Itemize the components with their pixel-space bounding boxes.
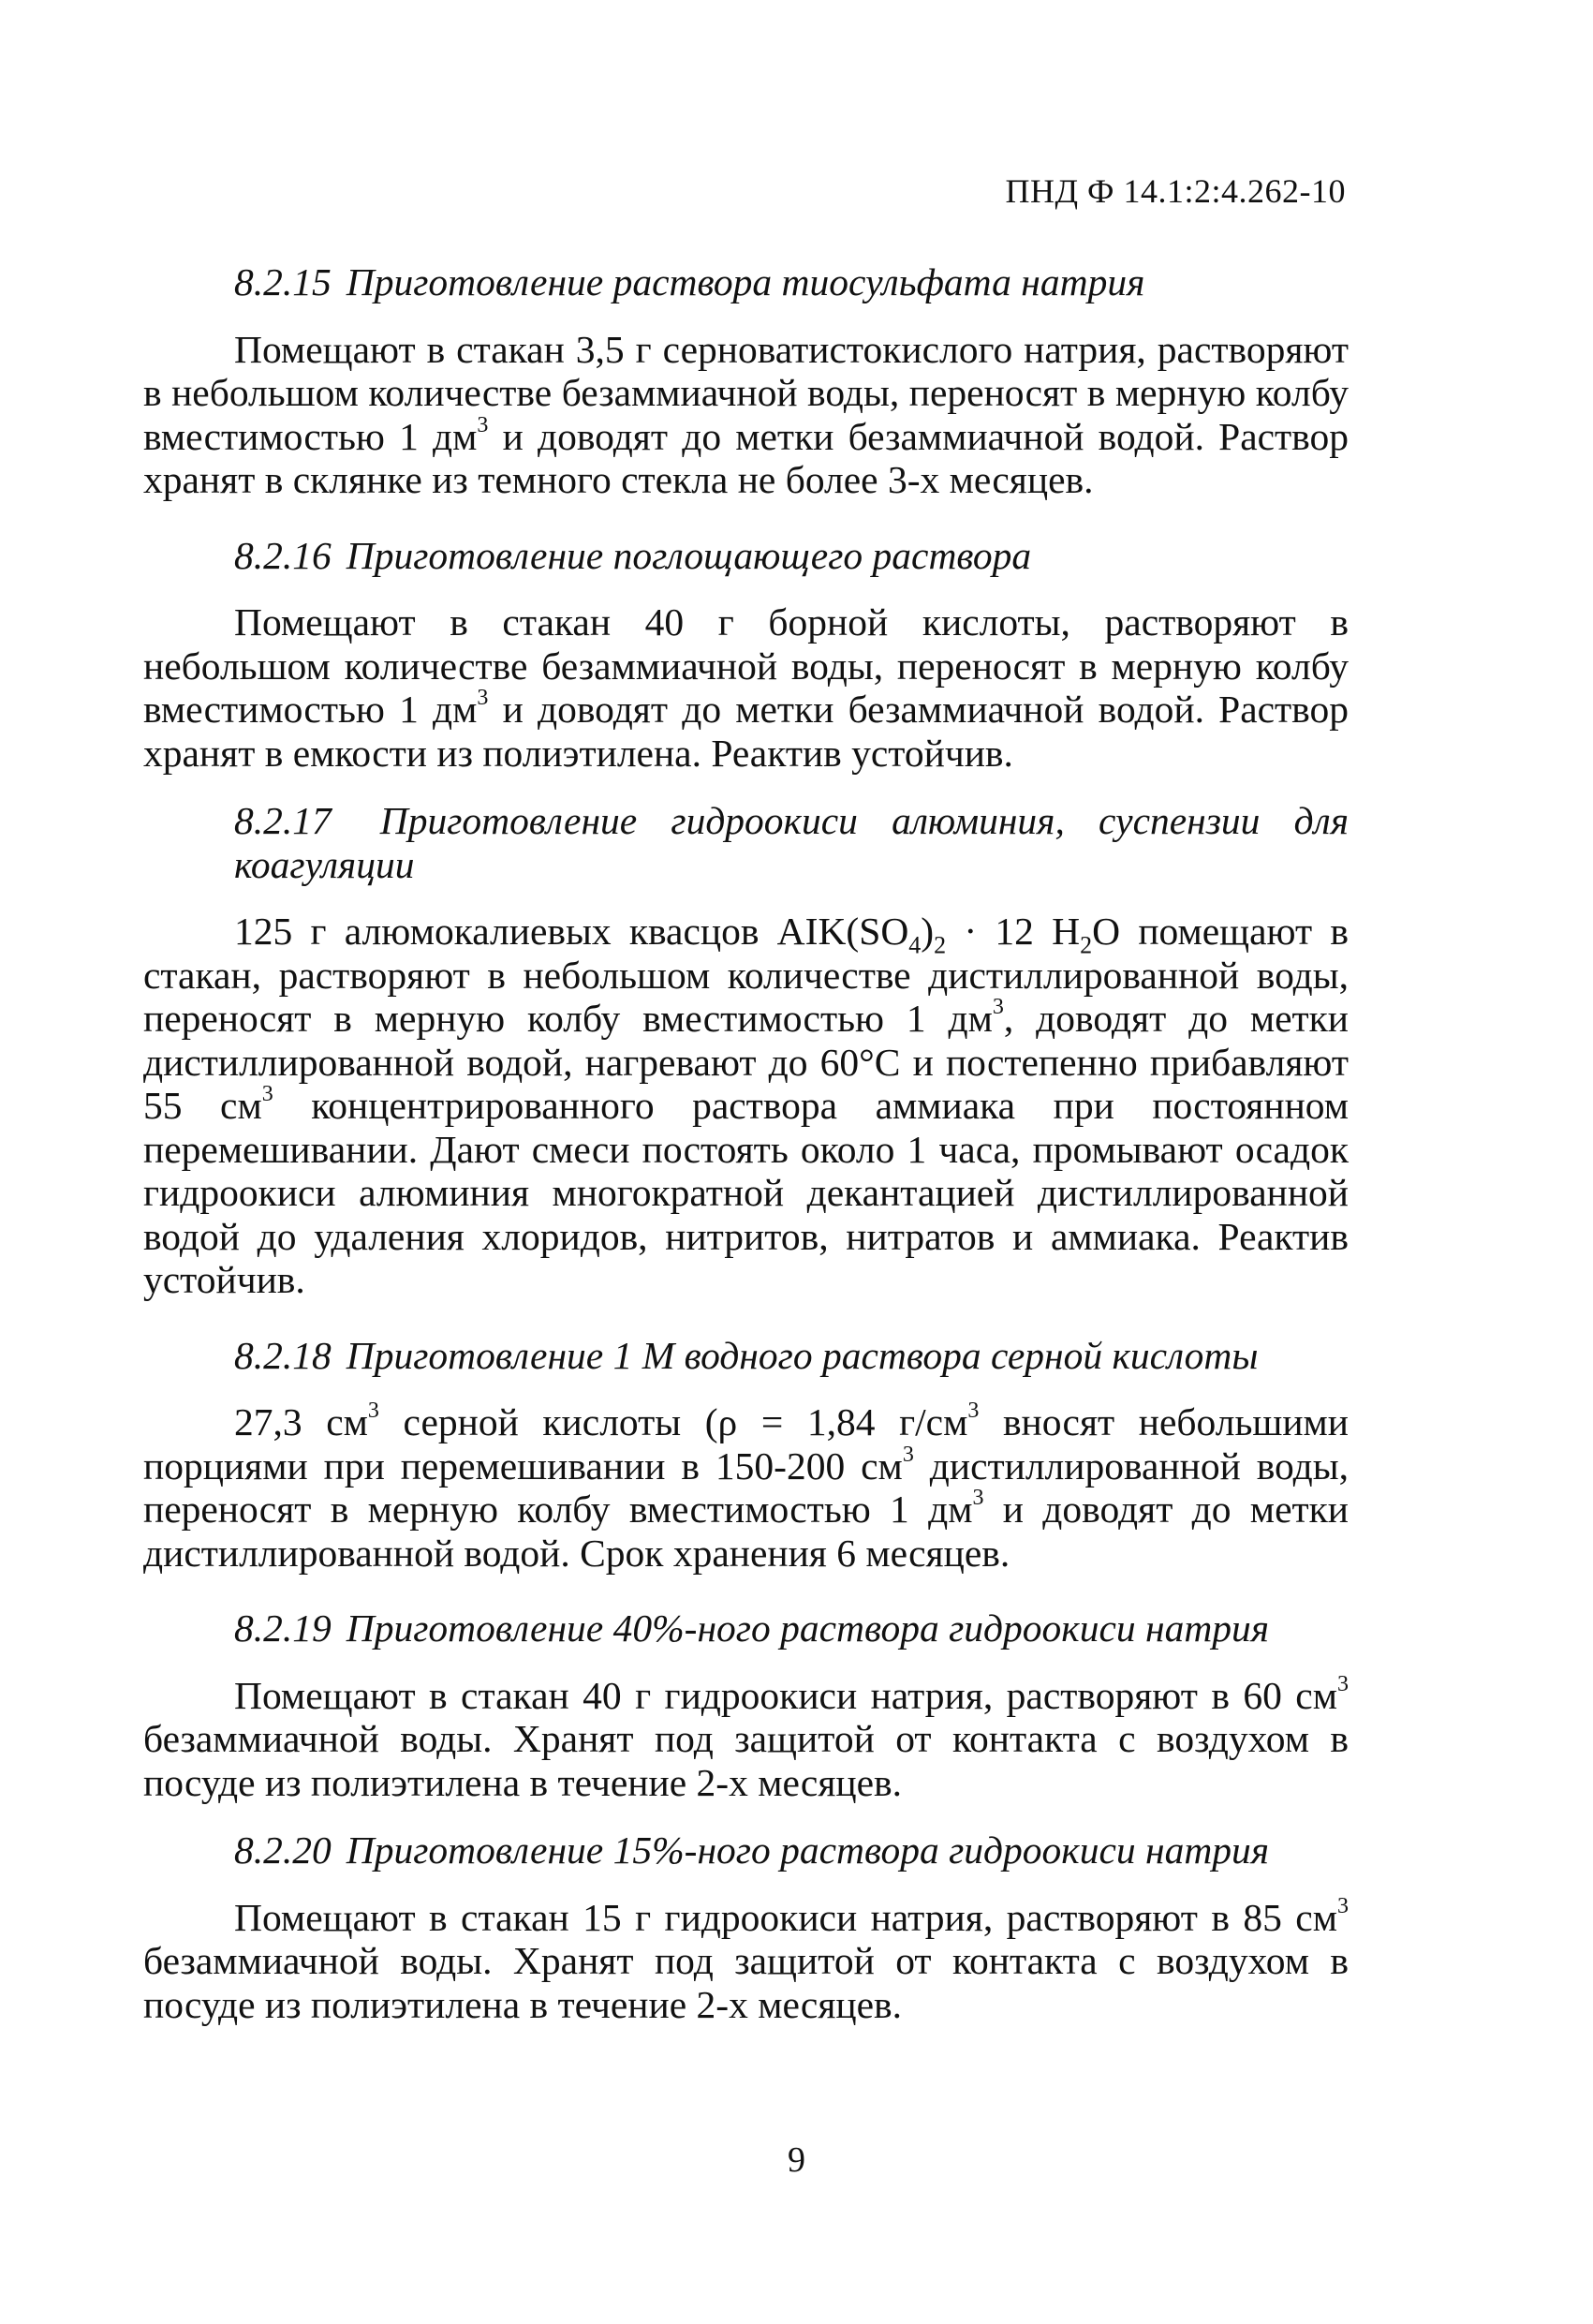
superscript: 3: [1337, 1893, 1349, 1918]
text-run: и доводят до метки безаммиачной водой. Раствор хранят в склянке из темного стекла не более 3-х месяцев.: [143, 414, 1349, 501]
text-run: · 12 H: [946, 910, 1081, 953]
text-run: концентрированного раствора аммиака при постоянном перемешивании. Дают смеси постоять около 1 часа, промывают осадок гидроокиси алюминия многократной декантацией дистиллированной водой до удаления хлоридов, нитритов, нитратов и аммиака. Реактив устойчив.: [143, 1084, 1350, 1301]
section-heading-8-2-18: [143, 1334, 1349, 1378]
text-run: и доводят до метки дистиллированной водой. Срок хранения 6 месяцев.: [143, 1488, 1349, 1575]
text-run: безаммиачной воды. Хранят под защитой от контакта с воздухом в посуде из полиэтилена в течение 2-х месяцев.: [143, 1939, 1349, 2026]
text-run: вносят небольшими порциями при перемешивании в 150-200 см: [143, 1400, 1350, 1488]
section-heading-8-2-20: [143, 1828, 1349, 1873]
section-number: 8.2.18: [234, 1333, 332, 1377]
section-paragraph-8-2-18: [143, 1400, 1349, 1575]
page-number: 9: [788, 2140, 805, 2180]
subscript: 2: [1080, 931, 1093, 959]
subscript: 2: [934, 931, 947, 959]
section-heading-8-2-15: [143, 260, 1349, 304]
text-run: серной кислоты (ρ = 1,84 г/см: [378, 1400, 968, 1443]
text-run: Помещают в стакан 40 г борной кислоты, растворяют в небольшом количестве безаммиачной воды, переносят в мерную колбу вместимостью 1 дм: [143, 600, 1349, 731]
superscript: 3: [261, 1082, 273, 1107]
text-run: безаммиачной воды. Хранят под защитой от контакта с воздухом в посуде из полиэтилена в течение 2-х месяцев.: [143, 1717, 1349, 1804]
text-run: 27,3 см: [234, 1400, 368, 1443]
text-run: Помещают в стакан 15 г гидроокиси натрия, растворяют в 85 см: [234, 1895, 1337, 1939]
text-run: дистиллированной воды, переносят в мерную колбу вместимостью 1 дм: [143, 1443, 1349, 1531]
section-number: 8.2.19: [234, 1606, 332, 1650]
superscript: 3: [992, 995, 1004, 1020]
section-paragraph-8-2-16: [143, 600, 1349, 775]
superscript: 3: [972, 1486, 984, 1511]
text-run: Помещают в стакан 3,5 г серноватистокислого натрия, растворяют в небольшом количестве безаммиачной воды, переносят в мерную колбу вместимостью 1 дм: [143, 327, 1349, 458]
section-title: Приготовление 15%-ного раствора гидроокиси натрия: [346, 1828, 1270, 1872]
section-paragraph-8-2-17: [143, 910, 1349, 1302]
text-run: 125 г алюмокалиевых квасцов AIK(SO: [234, 910, 909, 953]
text-run: O помещают в стакан, растворяют в небольшом количестве дистиллированной воды, переносят в мерную колбу вместимостью 1 дм: [143, 910, 1349, 1040]
document-code: ПНД Ф 14.1:2:4.262-10: [1005, 172, 1346, 210]
superscript: 3: [967, 1399, 980, 1424]
section-title: Приготовление поглощающего раствора: [346, 533, 1032, 577]
section-number: 8.2.15: [234, 260, 332, 303]
section-number: 8.2.17: [234, 799, 332, 842]
subscript: 4: [908, 931, 922, 959]
page-content: [143, 260, 1349, 2058]
section-number: 8.2.20: [234, 1828, 332, 1872]
section-paragraph-8-2-19: [143, 1671, 1349, 1805]
section-title: Приготовление раствора тиосульфата натрия: [346, 260, 1145, 303]
superscript: 3: [477, 686, 489, 711]
superscript: 3: [1337, 1671, 1349, 1696]
section-paragraph-8-2-15: [143, 328, 1349, 502]
section-title: Приготовление гидроокиси алюминия, суспензии для коагуляции: [234, 799, 1349, 886]
text-run: , доводят до метки дистиллированной водой, нагревают до 60°C и постепенно прибавляют 55 см: [143, 997, 1350, 1127]
section-heading-8-2-17: [143, 799, 1349, 886]
superscript: 3: [902, 1442, 914, 1467]
section-heading-8-2-19: [143, 1606, 1349, 1650]
text-run: ): [921, 910, 935, 953]
superscript: 3: [477, 412, 489, 437]
superscript: 3: [367, 1399, 379, 1424]
section-number: 8.2.16: [234, 533, 332, 577]
section-title: Приготовление 1 M водного раствора серной кислоты: [346, 1333, 1259, 1377]
section-paragraph-8-2-20: [143, 1893, 1349, 2027]
text-run: Помещают в стакан 40 г гидроокиси натрия, растворяют в 60 см: [234, 1673, 1337, 1717]
section-heading-8-2-16: [143, 534, 1349, 578]
section-title: Приготовление 40%-ного раствора гидроокиси натрия: [346, 1606, 1270, 1650]
text-run: и доводят до метки безаммиачной водой. Раствор хранят в емкости из полиэтилена. Реактив устойчив.: [143, 688, 1349, 775]
